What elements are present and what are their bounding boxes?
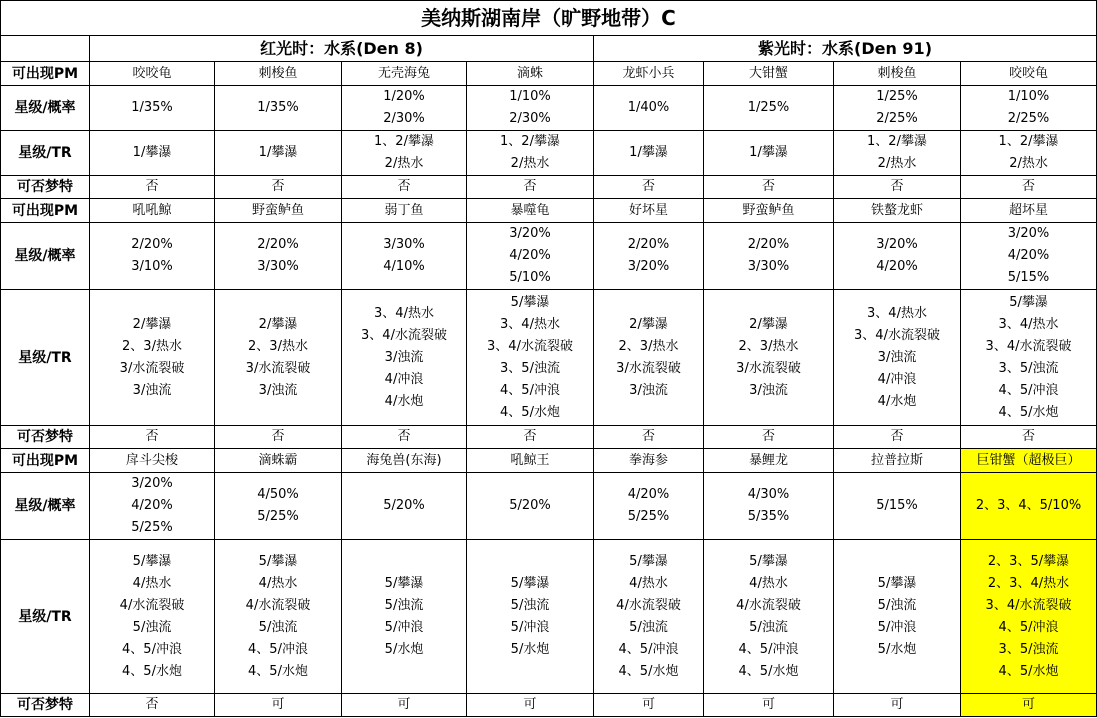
row-label-pm: 可出现PM [1, 449, 90, 473]
rate-cell [704, 223, 834, 290]
tr-line: 3、4/水流裂破 [985, 597, 1072, 613]
dyna-cell: 否 [594, 426, 704, 449]
tr-line: 5/浊流 [749, 619, 788, 635]
tr-line: 4、5/水炮 [738, 663, 799, 679]
dyna-cell: 可 [215, 694, 342, 717]
tr-line: 2/热水 [384, 156, 424, 171]
tr-cell [467, 540, 594, 694]
row-pm [1, 62, 1097, 86]
tr-line: 5/冲浪 [877, 619, 917, 635]
tr-line: 1、2/攀瀑 [998, 134, 1059, 149]
tr-line: 3/浊流 [629, 382, 668, 398]
tr-line: 2、3/热水 [738, 338, 799, 354]
rate-line: 4/10% [383, 259, 425, 274]
tr-line: 3/水流裂破 [616, 360, 681, 376]
rate-cell [834, 223, 961, 290]
tr-line: 2/热水 [510, 156, 550, 171]
tr-line: 3、4/热水 [374, 305, 434, 321]
rate-cell [467, 86, 594, 131]
dyna-cell: 可 [594, 694, 704, 717]
pm-cell: 超坏星 [961, 199, 1097, 223]
row-label-pm: 可出现PM [1, 199, 90, 223]
rate-line: 5/25% [627, 509, 670, 524]
tr-line: 4、5/冲浪 [500, 382, 560, 398]
tr-cell [594, 540, 704, 694]
tr-line: 4、5/水炮 [998, 404, 1059, 420]
tr-line: 1/攀瀑 [749, 145, 788, 160]
row-pm [1, 449, 1097, 473]
row-label-tr: 星级/TR [1, 540, 90, 694]
tr-line: 4/热水 [749, 575, 788, 591]
tr-line: 5/攀瀑 [510, 575, 550, 591]
rate-line: 5/25% [131, 520, 173, 535]
tr-cell [215, 131, 342, 176]
rate-line: 5/10% [509, 270, 551, 285]
rate-line: 1/10% [1007, 89, 1050, 104]
row-label-dyna: 可否梦特 [1, 694, 90, 717]
dyna-cell: 可 [704, 694, 834, 717]
tr-line: 1/攀瀑 [132, 145, 172, 160]
dyna-cell: 可 [961, 694, 1097, 717]
page-title: 美纳斯湖南岸（旷野地带）C [1, 1, 1097, 36]
dyna-cell: 否 [834, 176, 961, 199]
tr-line: 2/热水 [1009, 156, 1048, 171]
pm-cell: 野蛮鲈鱼 [704, 199, 834, 223]
dyna-cell: 否 [961, 176, 1097, 199]
rate-line: 2、3、4、5/10% [975, 498, 1082, 513]
tr-line: 4/冲浪 [384, 371, 424, 387]
tr-cell [961, 540, 1097, 694]
tr-line: 5/浊流 [629, 619, 668, 635]
rate-cell [215, 473, 342, 540]
pm-cell: 铁螯龙虾 [834, 199, 961, 223]
tr-line: 4/热水 [258, 575, 298, 591]
pm-cell: 龙虾小兵 [594, 62, 704, 86]
pm-cell: 拳海参 [594, 449, 704, 473]
row-rate [1, 473, 1097, 540]
tr-line: 2、3、4/热水 [987, 575, 1070, 591]
rate-cell [834, 86, 961, 131]
tr-line: 4、5/水炮 [998, 663, 1059, 679]
dyna-cell: 否 [90, 176, 215, 199]
rate-cell [342, 473, 467, 540]
rate-line: 4/20% [1007, 248, 1050, 263]
rate-line: 2/20% [257, 237, 299, 252]
tr-line: 3、4/热水 [867, 305, 927, 321]
dyna-cell: 否 [90, 426, 215, 449]
tr-line: 4/热水 [132, 575, 172, 591]
rate-line: 3/30% [747, 259, 790, 274]
tr-line: 2/热水 [877, 156, 917, 171]
dyna-cell: 否 [342, 426, 467, 449]
tr-line: 4、5/水炮 [500, 404, 560, 420]
tr-line: 3/水流裂破 [245, 360, 311, 376]
tr-line: 4、5/水炮 [618, 663, 679, 679]
tr-line: 4、5/冲浪 [998, 619, 1059, 635]
rate-line: 1/25% [747, 100, 790, 115]
tr-cell [90, 290, 215, 426]
tr-cell [961, 290, 1097, 426]
pm-cell: 刺梭鱼 [834, 62, 961, 86]
tr-line: 4、5/水炮 [122, 663, 182, 679]
row-label-dyna: 可否梦特 [1, 426, 90, 449]
rate-cell [90, 473, 215, 540]
pm-cell: 暴噬龟 [467, 199, 594, 223]
rate-line: 1/35% [131, 100, 173, 115]
pm-cell: 大钳蟹 [704, 62, 834, 86]
tr-line: 3、5/浊流 [998, 641, 1059, 657]
tr-cell [467, 131, 594, 176]
pm-cell: 滴蛛霸 [215, 449, 342, 473]
rate-cell [215, 86, 342, 131]
tr-line: 5/攀瀑 [629, 553, 668, 569]
row-rate [1, 86, 1097, 131]
pm-cell: 咬咬龟 [90, 62, 215, 86]
tr-line: 5/攀瀑 [749, 553, 788, 569]
tr-line: 4、5/水炮 [248, 663, 308, 679]
tr-cell [90, 540, 215, 694]
tr-line: 1/攀瀑 [629, 145, 668, 160]
row-tr [1, 540, 1097, 694]
row-rate [1, 223, 1097, 290]
tr-line: 4/水炮 [384, 393, 424, 409]
rate-line: 3/20% [627, 259, 670, 274]
pm-cell: 暴鲤龙 [704, 449, 834, 473]
rate-line: 1/20% [383, 89, 425, 104]
rate-line: 4/20% [627, 487, 670, 502]
tr-line: 4、5/冲浪 [122, 641, 182, 657]
tr-cell [594, 131, 704, 176]
rate-cell [594, 223, 704, 290]
rate-cell [215, 223, 342, 290]
rate-cell [90, 223, 215, 290]
tr-line: 5/攀瀑 [1009, 294, 1048, 310]
dyna-cell: 否 [215, 176, 342, 199]
tr-cell [704, 290, 834, 426]
rate-cell [961, 223, 1097, 290]
row-label-rate: 星级/概率 [1, 86, 90, 131]
rate-line: 2/30% [509, 111, 551, 126]
tr-line: 2/攀瀑 [629, 316, 668, 332]
rate-line: 2/20% [131, 237, 173, 252]
tr-line: 3/浊流 [258, 382, 298, 398]
rate-line: 4/20% [509, 248, 551, 263]
rate-line: 1/40% [627, 100, 670, 115]
dyna-cell: 否 [215, 426, 342, 449]
tr-cell [342, 131, 467, 176]
pm-cell: 弱丁鱼 [342, 199, 467, 223]
rate-cell [342, 223, 467, 290]
tr-line: 2/攀瀑 [258, 316, 298, 332]
row-pm [1, 199, 1097, 223]
tr-line: 1/攀瀑 [258, 145, 298, 160]
tr-line: 4/水流裂破 [119, 597, 185, 613]
tr-line: 5/攀瀑 [258, 553, 298, 569]
tr-line: 1、2/攀瀑 [374, 134, 434, 149]
tr-line: 3、4/热水 [998, 316, 1059, 332]
row-dyna [1, 426, 1097, 449]
dyna-cell: 可 [342, 694, 467, 717]
rate-line: 4/50% [257, 487, 299, 502]
row-label-tr: 星级/TR [1, 290, 90, 426]
tr-line: 5/浊流 [384, 597, 424, 613]
rate-line: 1/25% [876, 89, 918, 104]
rate-cell [594, 473, 704, 540]
tr-line: 4、5/冲浪 [618, 641, 679, 657]
tr-line: 5/水炮 [877, 641, 917, 657]
rate-cell [834, 473, 961, 540]
tr-line: 5/冲浪 [510, 619, 550, 635]
rate-line: 3/20% [876, 237, 918, 252]
row-label-rate: 星级/概率 [1, 473, 90, 540]
pm-cell: 拉普拉斯 [834, 449, 961, 473]
tr-cell [215, 290, 342, 426]
tr-line: 3、4/水流裂破 [361, 327, 447, 343]
rate-line: 3/20% [509, 226, 551, 241]
tr-cell [215, 540, 342, 694]
tr-line: 4、5/冲浪 [738, 641, 799, 657]
tr-cell [834, 290, 961, 426]
tr-line: 5/浊流 [132, 619, 172, 635]
rate-cell [467, 473, 594, 540]
row-tr [1, 290, 1097, 426]
tr-line: 5/浊流 [877, 597, 917, 613]
dyna-cell: 否 [467, 426, 594, 449]
row-dyna [1, 694, 1097, 717]
tr-line: 5/冲浪 [384, 619, 424, 635]
tr-line: 5/攀瀑 [510, 294, 550, 310]
tr-line: 4、5/冲浪 [998, 382, 1059, 398]
rate-cell [90, 86, 215, 131]
pm-cell: 巨钳蟹（超极巨） [961, 449, 1097, 473]
tr-line: 3/水流裂破 [119, 360, 185, 376]
tr-line: 2、3/热水 [248, 338, 308, 354]
tr-line: 3、5/浊流 [998, 360, 1059, 376]
dyna-cell: 否 [342, 176, 467, 199]
rate-cell [467, 223, 594, 290]
rate-line: 5/20% [509, 498, 551, 513]
header-blank-cell [1, 36, 90, 62]
rate-line: 1/10% [509, 89, 551, 104]
rate-line: 2/20% [747, 237, 790, 252]
row-dyna [1, 176, 1097, 199]
pm-cell: 吼吼鲸 [90, 199, 215, 223]
dyna-cell: 否 [834, 426, 961, 449]
tr-line: 3、4/水流裂破 [854, 327, 940, 343]
tr-line: 2/攀瀑 [132, 316, 172, 332]
pm-cell: 海兔兽(东海) [342, 449, 467, 473]
dyna-cell: 否 [594, 176, 704, 199]
tr-line: 5/攀瀑 [132, 553, 172, 569]
tr-line: 3、4/水流裂破 [985, 338, 1072, 354]
tr-cell [594, 290, 704, 426]
dyna-cell: 可 [834, 694, 961, 717]
rate-line: 3/20% [131, 476, 173, 491]
rate-line: 5/20% [383, 498, 425, 513]
pm-cell: 滴蛛 [467, 62, 594, 86]
purple-light-header: 紫光时：水系(Den 91) [594, 36, 1097, 62]
tr-line: 3/浊流 [132, 382, 172, 398]
rate-line: 5/15% [1007, 270, 1050, 285]
row-label-rate: 星级/概率 [1, 223, 90, 290]
tr-line: 5/浊流 [258, 619, 298, 635]
rate-line: 4/20% [876, 259, 918, 274]
tr-line: 4/水炮 [877, 393, 917, 409]
rate-line: 3/20% [1007, 226, 1050, 241]
row-label-dyna: 可否梦特 [1, 176, 90, 199]
rate-cell [961, 473, 1097, 540]
tr-line: 5/水炮 [384, 641, 424, 657]
tr-line: 2、3、5/攀瀑 [987, 553, 1070, 569]
pm-cell: 好坏星 [594, 199, 704, 223]
tr-line: 2/攀瀑 [749, 316, 788, 332]
tr-line: 4/水流裂破 [616, 597, 681, 613]
rate-line: 2/20% [627, 237, 670, 252]
tr-cell [834, 131, 961, 176]
rate-line: 2/30% [383, 111, 425, 126]
rate-line: 3/30% [257, 259, 299, 274]
dyna-cell: 否 [961, 426, 1097, 449]
rate-line: 5/35% [747, 509, 790, 524]
tr-line: 3、4/热水 [500, 316, 560, 332]
dyna-cell: 否 [704, 176, 834, 199]
tr-line: 3/浊流 [877, 349, 917, 365]
rate-line: 2/25% [876, 111, 918, 126]
row-label-tr: 星级/TR [1, 131, 90, 176]
tr-line: 5/水炮 [510, 641, 550, 657]
tr-line: 2、3/热水 [618, 338, 679, 354]
tr-line: 4/热水 [629, 575, 668, 591]
dyna-cell: 否 [704, 426, 834, 449]
tr-cell [704, 131, 834, 176]
tr-line: 4/冲浪 [877, 371, 917, 387]
tr-line: 3、5/浊流 [500, 360, 560, 376]
tr-line: 4、5/冲浪 [248, 641, 308, 657]
tr-cell [467, 290, 594, 426]
rate-line: 4/20% [131, 498, 173, 513]
rate-line: 3/10% [131, 259, 173, 274]
rate-line: 1/35% [257, 100, 299, 115]
tr-cell [704, 540, 834, 694]
tr-line: 3、4/水流裂破 [487, 338, 573, 354]
row-label-pm: 可出现PM [1, 62, 90, 86]
rate-cell [594, 86, 704, 131]
tr-line: 5/攀瀑 [384, 575, 424, 591]
tr-cell [342, 290, 467, 426]
tr-line: 3/浊流 [384, 349, 424, 365]
pm-cell: 野蛮鲈鱼 [215, 199, 342, 223]
rate-cell [704, 86, 834, 131]
red-light-header: 红光时：水系(Den 8) [90, 36, 594, 62]
rate-cell [342, 86, 467, 131]
pm-cell: 刺梭鱼 [215, 62, 342, 86]
tr-line: 5/浊流 [510, 597, 550, 613]
tr-line: 1、2/攀瀑 [500, 134, 560, 149]
tr-line: 5/攀瀑 [877, 575, 917, 591]
tr-line: 4/水流裂破 [736, 597, 801, 613]
rate-cell [704, 473, 834, 540]
tr-cell [961, 131, 1097, 176]
dyna-cell: 否 [90, 694, 215, 717]
tr-cell [342, 540, 467, 694]
pm-cell: 无壳海兔 [342, 62, 467, 86]
tr-line: 4/水流裂破 [245, 597, 311, 613]
tr-line: 2、3/热水 [122, 338, 182, 354]
rate-line: 4/30% [747, 487, 790, 502]
tr-line: 3/浊流 [749, 382, 788, 398]
dyna-cell: 可 [467, 694, 594, 717]
row-tr [1, 131, 1097, 176]
rate-cell [961, 86, 1097, 131]
pm-cell: 吼鲸王 [467, 449, 594, 473]
tr-line: 1、2/攀瀑 [867, 134, 927, 149]
rate-line: 3/30% [383, 237, 425, 252]
tr-cell [834, 540, 961, 694]
dyna-cell: 否 [467, 176, 594, 199]
rate-line: 2/25% [1007, 111, 1050, 126]
rate-line: 5/25% [257, 509, 299, 524]
tr-cell [90, 131, 215, 176]
pm-cell: 戽斗尖梭 [90, 449, 215, 473]
tr-line: 3/水流裂破 [736, 360, 801, 376]
pm-cell: 咬咬龟 [961, 62, 1097, 86]
rate-line: 5/15% [876, 498, 918, 513]
